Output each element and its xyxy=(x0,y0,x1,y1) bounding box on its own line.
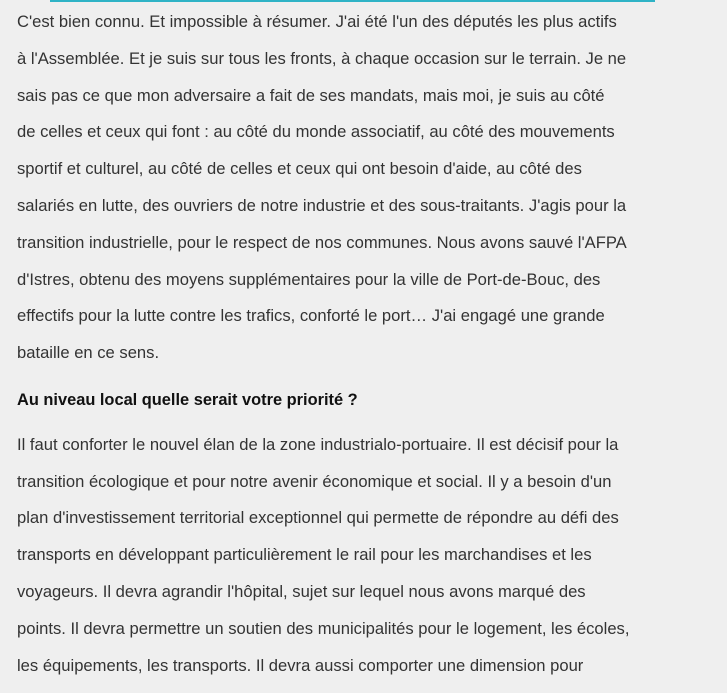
paragraph-line: salariés en lutte, des ouvriers de notre industrie et des sous-traitants. J'agis pour la xyxy=(17,195,627,215)
answer-paragraph-1 xyxy=(17,4,723,372)
paragraph-line: sais pas ce que mon adversaire a fait de ses mandats, mais moi, je suis au côté xyxy=(17,85,605,105)
paragraph-line: Il faut conforter le nouvel élan de la zone industrialo-portuaire. Il est décisif pour la xyxy=(17,434,619,454)
paragraph-line: bataille en ce sens. xyxy=(17,343,160,363)
interview-question: Au niveau local quelle serait votre priorité ? xyxy=(17,390,358,409)
paragraph-line: de celles et ceux qui font : au côté du monde associatif, au côté des mouvements xyxy=(17,122,615,142)
paragraph-line: transition industrielle, pour le respect de nos communes. Nous avons sauvé l'AFPA xyxy=(17,232,627,252)
paragraph-line: sportif et culturel, au côté de celles et ceux qui ont besoin d'aide, au côté des xyxy=(17,159,582,179)
answer-paragraph-2 xyxy=(17,427,723,685)
paragraph-line: à l'Assemblée. Et je suis sur tous les fronts, à chaque occasion sur le terrain. Je ne xyxy=(17,48,627,68)
paragraph-line: voyageurs. Il devra agrandir l'hôpital, sujet sur lequel nous avons marqué des xyxy=(17,581,586,601)
article-body xyxy=(17,4,723,684)
paragraph-line: d'Istres, obtenu des moyens supplémentaires pour la ville de Port-de-Bouc, des xyxy=(17,269,601,289)
paragraph-line: transports en développant particulièrement le rail pour les marchandises et les xyxy=(17,545,592,565)
paragraph-line: plan d'investissement territorial exceptionnel qui permette de répondre au défi des xyxy=(17,508,619,528)
paragraph-line: transition écologique et pour notre avenir économique et social. Il y a besoin d'un xyxy=(17,471,612,491)
paragraph-line: effectifs pour la lutte contre les trafics, conforté le port… J'ai engagé une grande xyxy=(17,306,605,326)
paragraph-line: les équipements, les transports. Il devra aussi comporter une dimension pour xyxy=(17,655,584,675)
paragraph-line: points. Il devra permettre un soutien des municipalités pour le logement, les écoles, xyxy=(17,618,630,638)
top-accent-line xyxy=(50,0,655,2)
paragraph-line: C'est bien connu. Et impossible à résumer. J'ai été l'un des députés les plus actifs xyxy=(17,12,617,31)
